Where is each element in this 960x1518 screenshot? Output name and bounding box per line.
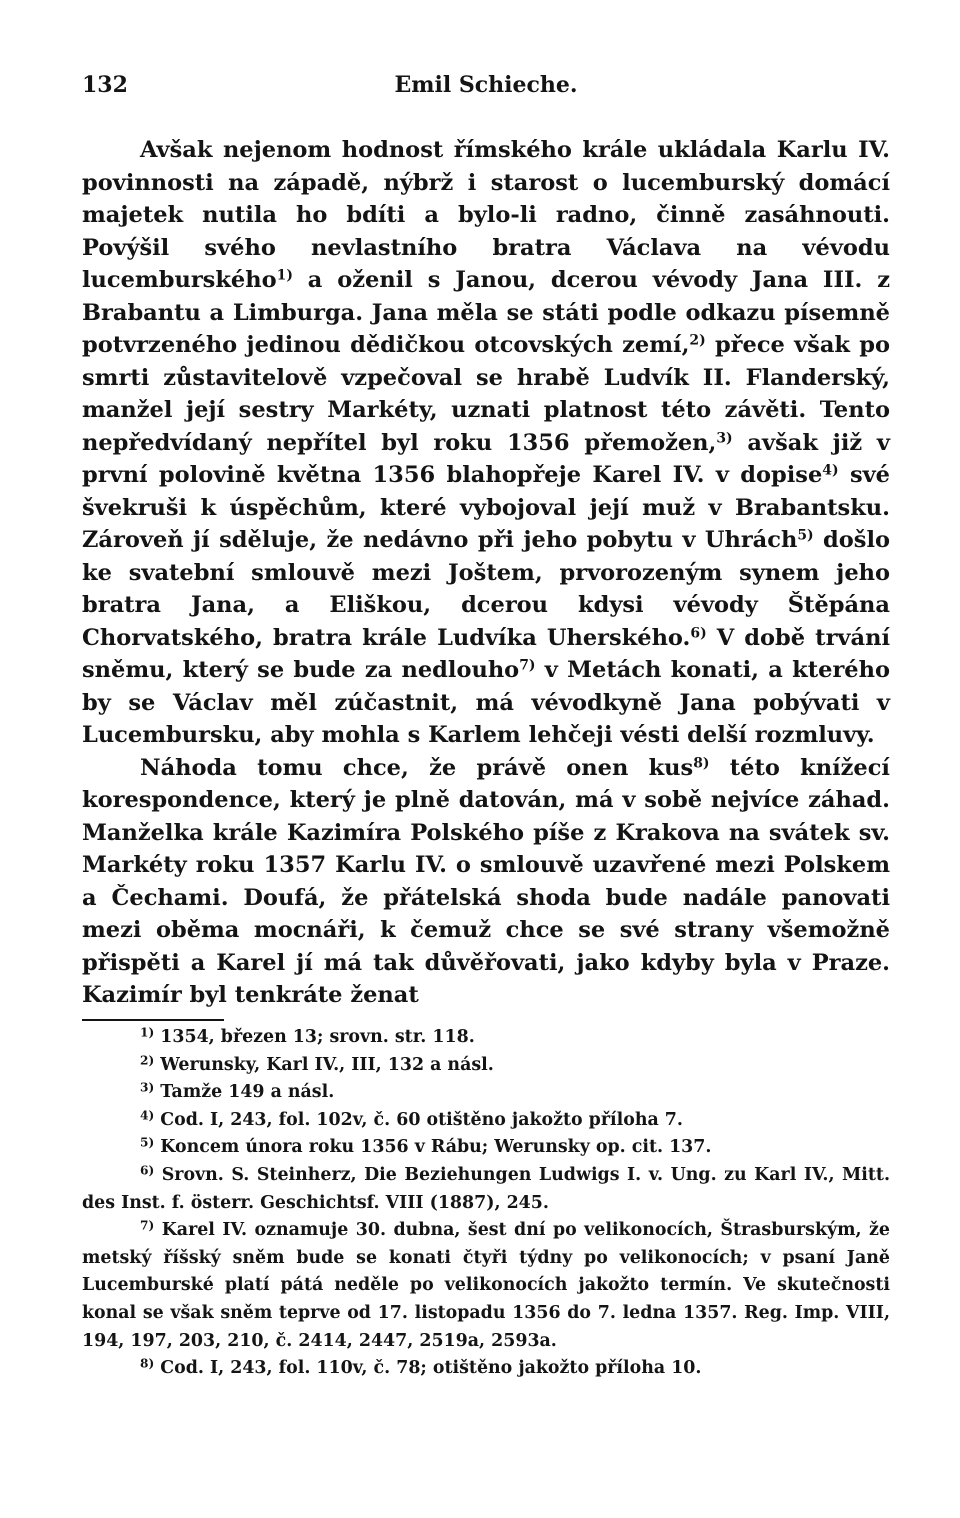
text-run: v Metách konati, a kterého by se Václav měl zúčastnit, má vévodkyně Jana pobývati v Lucembursku, aby mohla s Karlem lehčeji vésti delší rozmluvy. xyxy=(82,657,890,748)
footnote-rule xyxy=(82,1019,224,1021)
footnote-mark: 5) xyxy=(140,1135,155,1150)
page-number: 132 xyxy=(82,72,128,98)
footnote-text: Srovn. S. Steinherz, Die Beziehungen Ludwigs I. v. Ung. zu Karl IV., Mitt. des Inst. f. österr. Geschichtsf. VIII (1887), 245. xyxy=(82,1164,890,1213)
footnote-ref-2: 2) xyxy=(689,332,706,349)
text-run: a oženil s Janou, dcerou vévody Jana III. z Brabantu a Limburga. Jana měla se státi podle odkazu písemně potvrzeného jedinou dědičkou otcovských zemí, xyxy=(82,267,890,358)
footnote-text: Tamže 149 a násl. xyxy=(154,1082,335,1103)
body-text xyxy=(82,134,890,1012)
text-run: Avšak nejenom hodnost římského krále ukládala Karlu IV. povinnosti na západě, nýbrž i starost o lucemburský domácí majetek nutila ho bdíti a bylo-li radno, činně zasáhnouti. Povýšil svého nevlastního bratra Václava na vévodu lucemburského xyxy=(82,137,890,293)
text-run: Náhoda tomu chce, že právě onen kus xyxy=(140,754,694,781)
footnote-ref-4: 4) xyxy=(822,462,839,479)
footnote-6 xyxy=(82,1162,890,1217)
footnote-ref-1: 1) xyxy=(276,267,293,284)
footnote-mark: 1) xyxy=(140,1025,155,1040)
text-run: své švekruši k úspěchům, které vybojoval její muž v Brabantsku. Zároveň jí sděluje, že nedávno při jeho pobytu v Uhrách xyxy=(82,462,891,553)
running-head: Emil Schieche. xyxy=(394,72,578,98)
paragraph-2 xyxy=(82,752,890,1012)
footnote-ref-5: 5) xyxy=(797,527,814,544)
footnote-8 xyxy=(82,1355,890,1383)
footnote-text: Cod. I, 243, fol. 110v, č. 78; otištěno jakožto příloha 10. xyxy=(154,1358,702,1379)
footnote-text: 1354, březen 13; srovn. str. 118. xyxy=(154,1027,475,1047)
footnote-text: Cod. I, 243, fol. 102v, č. 60 otištěno jakožto příloha 7. xyxy=(154,1109,683,1130)
footnote-3 xyxy=(82,1079,890,1107)
footnote-mark: 8) xyxy=(140,1356,155,1371)
text-run: došlo ke svatební smlouvě mezi Joštem, prvorozeným synem jeho bratra Jana, a Eliškou, dcerou kdysi vévody Štěpána Chorvatského, bratra krále Ludvíka Uherského. xyxy=(82,527,891,651)
footnote-mark: 4) xyxy=(140,1108,155,1123)
footnote-ref-6: 6) xyxy=(690,624,707,641)
footnote-mark: 7) xyxy=(140,1218,155,1233)
footnote-text: Karel IV. oznamuje 30. dubna, šest dní po velikonocích, Štrasburským, že metský říšský sněm bude se konati čtyři týdny po velikonocích; v psaní Janě Lucemburské platí pátá neděle po velikonocích jakožto termín. Ve skutečnosti konal se však sněm teprve od 17. listopadu 1356 do 7. ledna 1357. Reg. Imp. VIII, 194, 197, 203, 210, č. 2414, 2447, 2519a, 2593a. xyxy=(82,1220,890,1351)
footnote-mark: 3) xyxy=(140,1080,155,1095)
footnote-mark: 6) xyxy=(140,1163,155,1178)
footnote-mark: 2) xyxy=(140,1053,155,1068)
text-run: avšak již v první polovině května 1356 blahopřeje Karel IV. v dopise xyxy=(82,429,890,488)
footnote-text: Koncem února roku 1356 v Rábu; Werunsky op. cit. 137. xyxy=(154,1137,712,1158)
footnote-text: Werunsky, Karl IV., III, 132 a násl. xyxy=(154,1054,494,1075)
footnote-4 xyxy=(82,1107,890,1135)
footnote-1 xyxy=(82,1024,890,1052)
footnote-ref-8: 8) xyxy=(693,754,710,771)
footnote-ref-7: 7) xyxy=(519,657,536,674)
text-run: V době trvání sněmu, který se bude za nedlouho xyxy=(82,624,890,683)
page-header xyxy=(82,72,890,108)
footnote-ref-3: 3) xyxy=(716,429,733,446)
text-run: přece však po smrti zůstavitelově vzpečoval se hrabě Ludvík II. Flanderský, manžel její sestry Markéty, uznati platnost této závěti. Tento nepředvídaný nepřítel byl roku 1356 přemožen, xyxy=(82,332,890,456)
paragraph-1 xyxy=(82,134,890,752)
footnotes xyxy=(82,1024,890,1383)
text-run: této knížecí korespondence, který je plně datován, má v sobě nejvíce záhad. Manželka krále Kazimíra Polského píše z Krakova na svátek sv. Markéty roku 1357 Karlu IV. o smlouvě uzavřené mezi Polskem a Čechami. Doufá, že přátelská shoda bude nadále panovati mezi oběma mocnáři, k čemuž chce se své strany všemožně přispěti a Karel jí má tak důvěřovati, jako kdyby byla v Praze. Kazimír byl tenkráte ženat xyxy=(82,754,890,1008)
footnote-2 xyxy=(82,1052,890,1080)
footnote-7 xyxy=(82,1217,890,1355)
footnote-5 xyxy=(82,1134,890,1162)
